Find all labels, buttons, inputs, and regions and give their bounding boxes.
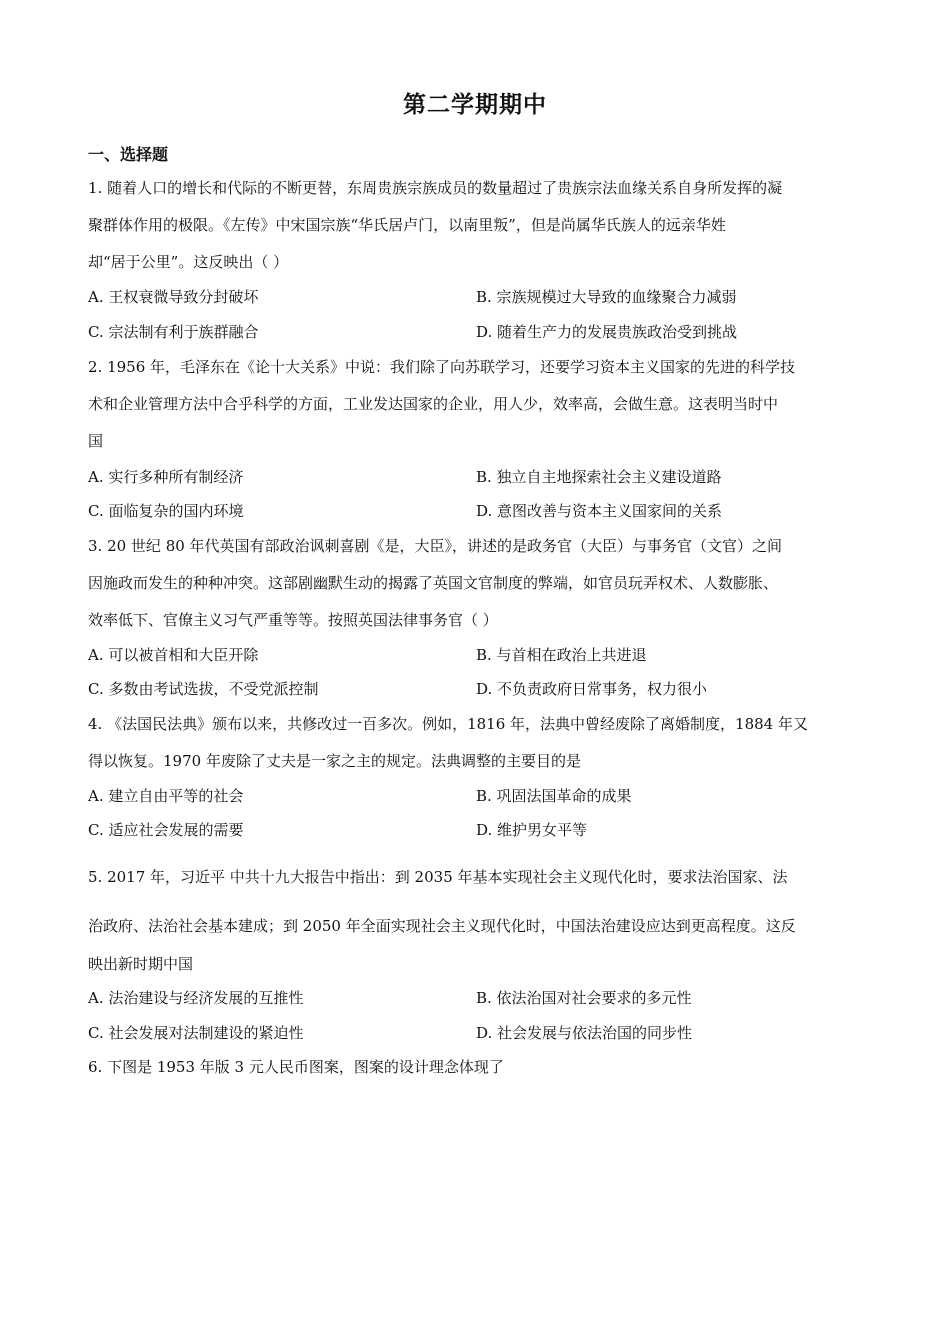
- question-2-option-c[interactable]: C. 面临复杂的国内环境: [88, 502, 244, 520]
- question-1-line-2: 聚群体作用的极限。《左传》中宋国宗族“华氏居卢门，以南里叛”，但是尚属华氏族人的远亲华姓: [88, 216, 726, 234]
- question-1-line-3: 却“居于公里”。这反映出（ ）: [88, 253, 289, 271]
- question-3-option-c[interactable]: C. 多数由考试选拔，不受党派控制: [88, 680, 319, 698]
- question-2-option-d[interactable]: D. 意图改善与资本主义国家间的关系: [476, 502, 723, 520]
- question-4-line-2: 得以恢复。1970 年废除了丈夫是一家之主的规定。法典调整的主要目的是: [88, 752, 581, 770]
- question-3-line-3: 效率低下、官僚主义习气严重等等。按照英国法律事务官（ ）: [88, 611, 498, 629]
- question-5-line-2: 治政府、法治社会基本建成；到 2050 年全面实现社会主义现代化时，中国法治建设应达到更高程度。这反: [88, 917, 796, 935]
- question-4-option-c[interactable]: C. 适应社会发展的需要: [88, 821, 244, 839]
- question-4-line-1: 4. 《法国民法典》颁布以来，共修改过一百多次。例如，1816 年，法典中曾经废除了离婚制度，1884 年又: [88, 715, 808, 733]
- question-3-line-2: 因施政而发生的种种冲突。这部剧幽默生动的揭露了英国文官制度的弊端，如官员玩弄权术、人数膨胀、: [88, 574, 779, 592]
- question-2-option-a[interactable]: A. 实行多种所有制经济: [88, 468, 244, 486]
- question-5-line-1: 5. 2017 年，习近平 中共十九大报告中指出：到 2035 年基本实现社会主义现代化时，要求法治国家、法: [88, 868, 788, 886]
- question-1-option-a[interactable]: A. 王权衰微导致分封破坏: [88, 288, 259, 306]
- question-5-option-a[interactable]: A. 法治建设与经济发展的互推性: [88, 989, 304, 1007]
- question-2-option-b[interactable]: B. 独立自主地探索社会主义建设道路: [476, 468, 722, 486]
- question-3-line-1: 3. 20 世纪 80 年代英国有部政治讽刺喜剧《是，大臣》，讲述的是政务官（大臣）与事务官（文官）之间: [88, 537, 783, 555]
- question-2-line-2: 术和企业管理方法中合乎科学的方面，工业发达国家的企业，用人少，效率高，会做生意。这表明当时中: [88, 395, 779, 413]
- page-title: 第二学期期中: [403, 92, 547, 118]
- question-3-option-a[interactable]: A. 可以被首相和大臣开除: [88, 646, 259, 664]
- question-1-option-b[interactable]: B. 宗族规模过大导致的血缘聚合力减弱: [476, 288, 737, 306]
- question-3-option-b[interactable]: B. 与首相在政治上共进退: [476, 646, 647, 664]
- question-3-option-d[interactable]: D. 不负责政府日常事务，权力很小: [476, 680, 708, 698]
- question-4-option-d[interactable]: D. 维护男女平等: [476, 821, 588, 839]
- question-2-line-1: 2. 1956 年，毛泽东在《论十大关系》中说：我们除了向苏联学习，还要学习资本主义国家的先进的科学技: [88, 358, 796, 376]
- question-6-line-1: 6. 下图是 1953 年版 3 元人民币图案，图案的设计理念体现了: [88, 1058, 504, 1076]
- question-5-line-3: 映出新时期中国: [88, 955, 194, 973]
- section-heading: 一、选择题: [88, 145, 169, 164]
- question-2-line-3: 国: [88, 432, 104, 450]
- question-5-option-c[interactable]: C. 社会发展对法制建设的紧迫性: [88, 1024, 304, 1042]
- question-1-line-1: 1. 随着人口的增长和代际的不断更替，东周贵族宗族成员的数量超过了贵族宗法血缘关系自身所发挥的凝: [88, 179, 783, 197]
- question-5-option-d[interactable]: D. 社会发展与依法治国的同步性: [476, 1024, 693, 1042]
- question-4-option-a[interactable]: A. 建立自由平等的社会: [88, 787, 244, 805]
- question-1-option-d[interactable]: D. 随着生产力的发展贵族政治受到挑战: [476, 323, 738, 341]
- question-5-option-b[interactable]: B. 依法治国对社会要求的多元性: [476, 989, 692, 1007]
- question-1-option-c[interactable]: C. 宗法制有利于族群融合: [88, 323, 259, 341]
- question-4-option-b[interactable]: B. 巩固法国革命的成果: [476, 787, 632, 805]
